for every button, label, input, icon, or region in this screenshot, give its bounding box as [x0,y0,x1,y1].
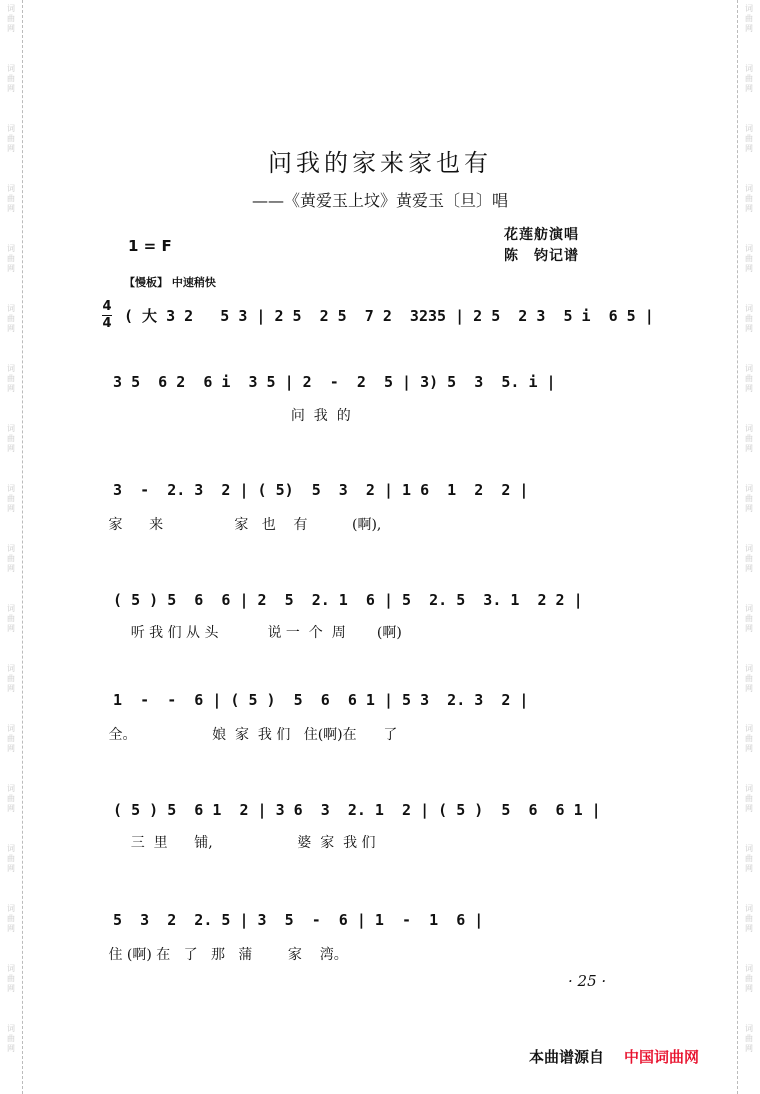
watermark-glyph: 网 [745,564,753,573]
watermark-glyph: 词 [745,964,753,973]
watermark-glyph: 网 [745,624,753,633]
watermark-glyph: 曲 [7,74,15,83]
watermark-glyph: 曲 [745,1034,753,1043]
watermark-glyph: 词 [745,4,753,13]
watermark-glyph: 曲 [7,614,15,623]
watermark-glyph: 曲 [745,914,753,923]
watermark-glyph: 词 [745,364,753,373]
watermark-glyph: 曲 [7,794,15,803]
watermark-glyph: 词 [745,604,753,613]
watermark-glyph: 词 [7,124,15,133]
watermark-stamp [745,664,753,724]
watermark-glyph: 词 [7,424,15,433]
watermark-glyph: 网 [745,384,753,393]
watermark-glyph: 网 [745,204,753,213]
watermark-glyph: 曲 [7,134,15,143]
watermark-stamp [7,1024,15,1084]
key-signature: 1 = F [128,237,172,255]
watermark-glyph: 曲 [7,434,15,443]
watermark-glyph: 词 [745,484,753,493]
watermark-stamp [745,904,753,964]
watermark-stamp [7,784,15,844]
watermark-glyph: 网 [7,804,15,813]
watermark-glyph: 曲 [7,254,15,263]
watermark-glyph: 网 [7,24,15,33]
watermark-glyph: 词 [7,184,15,193]
watermark-glyph: 词 [745,844,753,853]
watermark-glyph: 词 [745,124,753,133]
watermark-glyph: 词 [745,424,753,433]
watermark-glyph: 网 [7,744,15,753]
watermark-glyph: 网 [7,624,15,633]
watermark-glyph: 曲 [7,674,15,683]
watermark-glyph: 词 [7,964,15,973]
watermark-glyph: 网 [745,984,753,993]
watermark-glyph: 网 [745,864,753,873]
score-row-4-lyrics: 听 我 们 从 头 说 一 个 周 (啊) [104,625,402,641]
watermark-stamp [745,604,753,664]
score-row-1-notes: ( 大 3 2 5 3 | 2 5 2 5 7 2 3235 | 2 5 2 3 5 i 6 5 | [124,307,654,325]
watermark-glyph: 曲 [745,434,753,443]
watermark-stamp [7,964,15,1024]
watermark-glyph: 曲 [7,974,15,983]
score-row-7-lyrics: 住 (啊) 在 了 那 蒲 家 湾。 [104,947,348,963]
watermark-glyph: 词 [7,484,15,493]
page-number: · 25 · [568,972,607,990]
watermark-glyph: 曲 [7,554,15,563]
watermark-glyph: 网 [745,924,753,933]
watermark-glyph: 曲 [745,794,753,803]
footer-source-label: 本曲谱源自 [529,1048,605,1066]
watermark-glyph: 词 [7,364,15,373]
watermark-glyph: 网 [7,204,15,213]
watermark-glyph: 词 [7,544,15,553]
watermark-glyph: 曲 [745,14,753,23]
watermark-glyph: 网 [745,804,753,813]
watermark-glyph: 网 [745,24,753,33]
score-row-2-notes: 3 5 6 2 6 i 3 5 | 2 - 2 5 | 3) 5 3 5. i | [104,373,556,391]
watermark-glyph: 曲 [745,494,753,503]
watermark-stamp [7,244,15,304]
score-row-3-notes: 3 - 2. 3 2 | ( 5) 5 3 2 | 1 6 1 2 2 | [104,481,529,499]
watermark-stamp [7,724,15,784]
watermark-glyph: 曲 [7,494,15,503]
watermark-glyph: 网 [7,684,15,693]
watermark-stamp [745,724,753,784]
watermark-glyph: 曲 [7,914,15,923]
time-signature-bottom: 4 [102,316,112,331]
watermark-glyph: 曲 [745,134,753,143]
watermark-stamp [7,844,15,904]
watermark-stamp [7,364,15,424]
watermark-glyph: 词 [745,544,753,553]
watermark-glyph: 曲 [745,194,753,203]
watermark-glyph: 词 [7,64,15,73]
watermark-glyph: 词 [7,1024,15,1033]
watermark-stamp [745,1024,753,1084]
watermark-glyph: 词 [7,664,15,673]
watermark-glyph: 词 [7,844,15,853]
watermark-glyph: 词 [745,784,753,793]
watermark-glyph: 网 [7,264,15,273]
watermark-glyph: 曲 [745,614,753,623]
watermark-glyph: 曲 [745,974,753,983]
footer-site-name: 中国词曲网 [624,1048,700,1066]
watermark-glyph: 网 [745,444,753,453]
watermark-glyph: 词 [7,724,15,733]
watermark-glyph: 曲 [745,674,753,683]
watermark-glyph: 词 [7,244,15,253]
watermark-glyph: 网 [7,84,15,93]
watermark-stamp [7,544,15,604]
watermark-glyph: 词 [745,904,753,913]
watermark-glyph: 曲 [745,854,753,863]
source-footer [529,1046,699,1067]
watermark-glyph: 词 [7,784,15,793]
watermark-glyph: 网 [7,444,15,453]
watermark-glyph: 网 [745,144,753,153]
time-signature-top: 4 [102,299,112,314]
watermark-glyph: 曲 [7,14,15,23]
watermark-glyph: 词 [745,664,753,673]
watermark-glyph: 曲 [7,854,15,863]
watermark-glyph: 网 [7,984,15,993]
watermark-stamp [745,784,753,844]
watermark-glyph: 网 [7,324,15,333]
watermark-glyph: 网 [745,324,753,333]
watermark-glyph: 词 [7,304,15,313]
watermark-glyph: 曲 [745,374,753,383]
watermark-glyph: 曲 [745,74,753,83]
watermark-glyph: 曲 [745,734,753,743]
score-row-6-notes: ( 5 ) 5 6 1 2 | 3 6 3 2. 1 2 | ( 5 ) 5 6 6 1 | [104,801,601,819]
watermark-stamp [7,484,15,544]
watermark-stamp [745,484,753,544]
watermark-stamp [7,424,15,484]
watermark-stamp [745,424,753,484]
watermark-stamp [745,964,753,1024]
watermark-glyph: 词 [7,904,15,913]
score-row-6-lyrics: 三 里 铺, 婆 家 我 们 [104,835,376,851]
watermark-glyph: 网 [745,744,753,753]
score-row-2-lyrics: 问 我 的 [104,408,351,424]
watermark-glyph: 词 [7,4,15,13]
watermark-stamp [745,4,753,64]
watermark-glyph: 网 [745,684,753,693]
watermark-glyph: 词 [745,724,753,733]
watermark-glyph: 网 [745,264,753,273]
tempo-marking: 【慢板】 中速稍快 [124,276,216,289]
watermark-stamp [7,4,15,64]
watermark-stamp [7,604,15,664]
score-row-5-notes: 1 - - 6 | ( 5 ) 5 6 6 1 | 5 3 2. 3 2 | [104,691,529,709]
watermark-glyph: 曲 [7,194,15,203]
time-signature [102,300,112,331]
score-row-5-lyrics: 全。 娘 家 我 们 住(啊)在 了 [104,727,398,743]
watermark-stamp [7,304,15,364]
watermark-glyph: 曲 [745,554,753,563]
watermark-stamp [7,904,15,964]
watermark-stamp [745,544,753,604]
watermark-glyph: 网 [7,924,15,933]
watermark-glyph: 曲 [7,374,15,383]
watermark-glyph: 词 [745,184,753,193]
watermark-glyph: 词 [745,244,753,253]
watermark-glyph: 网 [7,564,15,573]
watermark-glyph: 曲 [745,254,753,263]
watermark-glyph: 网 [745,1044,753,1053]
watermark-glyph: 曲 [7,734,15,743]
credit-transcriber: 陈 钧记谱 [504,248,579,264]
score-row-7-notes: 5 3 2 2. 5 | 3 5 - 6 | 1 - 1 6 | [104,911,484,929]
score-row-3-lyrics: 家 来 家 也 有 (啊), [104,517,382,533]
watermark-glyph: 词 [745,304,753,313]
song-title: 问我的家来家也有 [268,149,492,177]
watermark-stamp [745,844,753,904]
watermark-glyph: 网 [7,864,15,873]
watermark-glyph: 网 [745,504,753,513]
song-subtitle: ——《黄爱玉上坟》黄爱玉〔旦〕唱 [251,191,508,210]
watermark-glyph: 网 [7,144,15,153]
watermark-stamp [745,244,753,304]
score-row-4-notes: ( 5 ) 5 6 6 | 2 5 2. 1 6 | 5 2. 5 3. 1 2 2 | [104,591,583,609]
watermark-stamp [745,64,753,124]
watermark-glyph: 词 [7,604,15,613]
watermark-glyph: 词 [745,64,753,73]
watermark-glyph: 词 [745,1024,753,1033]
watermark-glyph: 网 [7,384,15,393]
watermark-stamp [745,304,753,364]
watermark-glyph: 曲 [745,314,753,323]
watermark-glyph: 曲 [7,314,15,323]
watermark-glyph: 曲 [7,1034,15,1043]
watermark-glyph: 网 [7,1044,15,1053]
watermark-stamp [745,364,753,424]
credit-performer: 花莲舫演唱 [504,227,579,243]
watermark-glyph: 网 [7,504,15,513]
watermark-stamp [7,64,15,124]
watermark-glyph: 网 [745,84,753,93]
watermark-stamp [7,664,15,724]
